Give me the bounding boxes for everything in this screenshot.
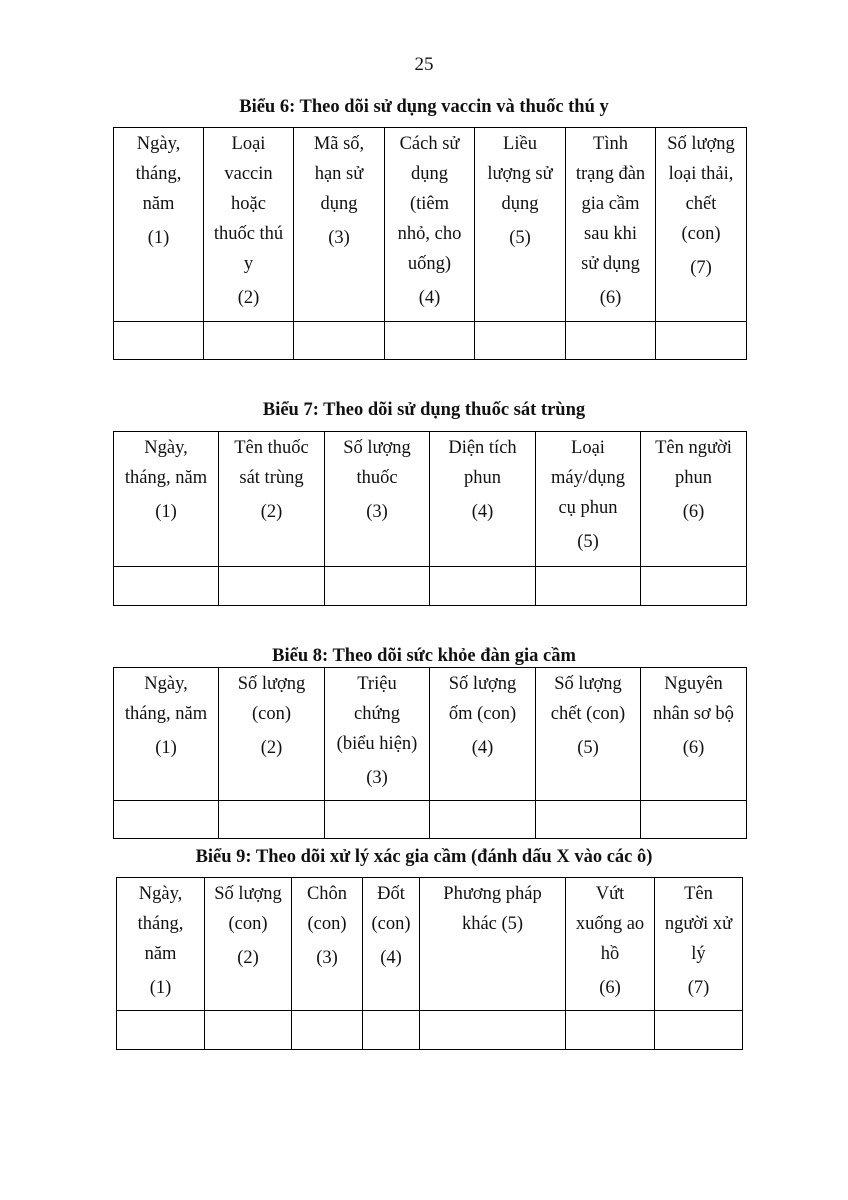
header-label-line: Tên thuốc	[234, 438, 309, 458]
entry-cell[interactable]	[536, 567, 641, 606]
header-cell	[294, 128, 385, 322]
column-number: (7)	[690, 258, 712, 278]
header-label-line: Ngày,	[144, 674, 188, 694]
header-cell	[292, 878, 363, 1011]
page-number: 25	[414, 54, 434, 75]
entry-cell[interactable]	[292, 1011, 363, 1050]
header-label-line: dụng	[320, 194, 358, 214]
header-label-line: khác (5)	[461, 914, 524, 934]
column-number: (4)	[418, 288, 441, 308]
table-header-row	[114, 668, 747, 801]
header-label-line: chứng	[354, 704, 400, 724]
header-label-line: chết	[685, 194, 717, 214]
header-label	[117, 878, 204, 969]
table-header-row	[114, 432, 747, 567]
header-label-line: Số lượng	[448, 674, 517, 694]
header-label-line: hạn sử	[314, 164, 364, 184]
header-label-line: uống)	[407, 254, 452, 274]
header-label-line: phun	[675, 468, 712, 488]
column-number: (5)	[509, 228, 531, 248]
header-label-line: hồ	[600, 944, 620, 964]
header-label-line: ốm (con)	[448, 704, 517, 724]
form-6-table	[113, 127, 747, 360]
header-cell	[219, 432, 325, 567]
header-label-line: Loại	[571, 438, 605, 458]
column-number: (2)	[237, 948, 259, 968]
header-label-line: Tên	[684, 884, 713, 904]
header-cell	[655, 878, 743, 1011]
header-label-line: cụ phun	[558, 498, 618, 518]
header-label-line: Liều	[503, 134, 537, 154]
header-label-line: lượng sử	[487, 164, 553, 184]
header-label	[430, 432, 535, 493]
column-number: (2)	[260, 738, 283, 758]
table-entry-row	[114, 567, 747, 606]
header-label-line: Số lượng	[667, 134, 735, 154]
entry-cell[interactable]	[117, 1011, 205, 1050]
header-label-line: dụng	[501, 194, 539, 214]
form-7-title: Biểu 7: Theo dõi sử dụng thuốc sát trùng	[262, 400, 586, 420]
header-label-line: (con)	[371, 914, 411, 934]
header-cell	[204, 128, 294, 322]
header-label-line: Tên người	[655, 438, 732, 458]
header-label-line: tháng,	[137, 914, 184, 934]
header-label-line: lý	[691, 944, 706, 964]
entry-cell[interactable]	[641, 801, 747, 839]
column-number: (3)	[366, 768, 388, 788]
entry-cell[interactable]	[420, 1011, 566, 1050]
header-label-line: Chôn	[306, 884, 348, 904]
entry-cell[interactable]	[385, 322, 475, 360]
column-number: (1)	[149, 978, 172, 998]
header-cell	[566, 128, 656, 322]
header-label	[294, 128, 384, 219]
header-label	[325, 668, 429, 759]
header-cell	[385, 128, 475, 322]
column-number: (4)	[471, 738, 494, 758]
header-label-line: thuốc thú	[213, 224, 284, 244]
entry-cell[interactable]	[219, 801, 325, 839]
entry-cell[interactable]	[114, 567, 219, 606]
header-label-line: Loại	[231, 134, 266, 154]
header-label-line: năm	[142, 194, 175, 214]
header-label-line: năm	[144, 944, 177, 964]
header-label	[655, 878, 742, 969]
header-label-line: Số lượng	[214, 884, 282, 904]
entry-cell[interactable]	[566, 1011, 655, 1050]
header-label	[219, 668, 324, 729]
header-label	[656, 128, 746, 249]
entry-cell[interactable]	[363, 1011, 420, 1050]
header-cell	[114, 128, 204, 322]
header-label-line: hoặc	[231, 194, 266, 214]
table-entry-row	[114, 322, 747, 360]
header-label-line: Ngày,	[138, 884, 183, 904]
header-label-line: (con)	[251, 704, 292, 724]
header-label-line: vaccin	[224, 164, 273, 184]
header-label-line: (con)	[681, 224, 721, 244]
header-cell	[641, 432, 747, 567]
column-number: (1)	[155, 502, 177, 522]
header-cell	[325, 432, 430, 567]
header-label	[641, 668, 746, 729]
entry-cell[interactable]	[114, 801, 219, 839]
column-number: (6)	[682, 738, 705, 758]
header-label-line: Cách sử	[399, 134, 460, 154]
header-cell	[430, 432, 536, 567]
header-label-line: sử dụng	[581, 254, 640, 274]
header-label	[566, 878, 654, 969]
table-entry-row	[114, 801, 747, 839]
header-cell	[117, 878, 205, 1011]
header-label	[114, 128, 203, 219]
header-label-line: Diện tích	[448, 438, 517, 458]
header-cell	[114, 668, 219, 801]
column-number: (6)	[682, 502, 705, 522]
column-number: (5)	[577, 738, 599, 758]
header-label-line: nhỏ, cho	[397, 224, 462, 244]
column-number: (4)	[380, 948, 402, 968]
entry-cell[interactable]	[219, 567, 325, 606]
header-label-line: Số lượng	[237, 674, 306, 694]
header-label	[385, 128, 474, 279]
header-cell	[536, 432, 641, 567]
column-number: (4)	[471, 502, 494, 522]
header-label	[219, 432, 324, 493]
header-label-line: phun	[464, 468, 501, 488]
header-label-line: (biểu hiện)	[336, 734, 418, 754]
header-label-line: nhân sơ bộ	[653, 704, 734, 724]
header-label-line: (con)	[307, 914, 347, 934]
header-label-line: gia cầm	[581, 194, 640, 214]
header-label-line: Nguyên	[664, 674, 723, 694]
header-label	[430, 668, 535, 729]
form-8-title: Biểu 8: Theo dõi sức khỏe đàn gia cầm	[272, 646, 576, 666]
header-label-line: Đốt	[377, 884, 405, 904]
header-label-line: tháng, năm	[124, 468, 208, 488]
header-cell	[420, 878, 566, 1011]
header-cell	[475, 128, 566, 322]
column-number: (2)	[237, 288, 260, 308]
header-label-line: tháng,	[135, 164, 182, 184]
header-label-line: tháng, năm	[124, 704, 208, 724]
entry-cell[interactable]	[641, 567, 747, 606]
header-label-line: (con)	[228, 914, 268, 934]
header-label-line: người xử	[664, 914, 733, 934]
header-label	[566, 128, 655, 279]
header-label	[641, 432, 746, 493]
header-label-line: Ngày,	[136, 134, 181, 154]
entry-cell[interactable]	[430, 801, 536, 839]
header-label	[420, 878, 565, 939]
header-label-line: Vứt	[595, 884, 625, 904]
header-label-line: máy/dụng	[551, 468, 625, 488]
header-cell	[656, 128, 747, 322]
column-number: (3)	[366, 502, 388, 522]
table-header-row	[114, 128, 747, 322]
entry-cell[interactable]	[430, 567, 536, 606]
form-9-table	[116, 877, 743, 1050]
header-label-line: xuống ao	[575, 914, 645, 934]
column-number: (7)	[687, 978, 710, 998]
entry-cell[interactable]	[325, 567, 430, 606]
form-9-title: Biểu 9: Theo dõi xử lý xác gia cầm (đánh dấu X vào các ô)	[195, 847, 653, 867]
header-label	[205, 878, 291, 939]
table-header-row	[117, 878, 743, 1011]
header-cell	[363, 878, 420, 1011]
header-label	[292, 878, 362, 939]
header-cell	[114, 432, 219, 567]
entry-cell[interactable]	[475, 322, 566, 360]
header-label	[536, 668, 640, 729]
header-label	[204, 128, 293, 279]
header-label	[325, 432, 429, 493]
entry-cell[interactable]	[325, 801, 430, 839]
column-number: (6)	[599, 978, 621, 998]
header-label-line: Số lượng	[343, 438, 411, 458]
form-7-table	[113, 431, 747, 606]
entry-cell[interactable]	[205, 1011, 292, 1050]
header-cell	[641, 668, 747, 801]
header-label-line: Tình	[593, 134, 628, 154]
header-cell	[566, 878, 655, 1011]
entry-cell[interactable]	[566, 322, 656, 360]
form-8-table	[113, 667, 747, 839]
header-cell	[536, 668, 641, 801]
column-number: (5)	[577, 532, 599, 552]
header-label-line: dụng	[411, 164, 448, 184]
header-label-line: Số lượng	[554, 674, 622, 694]
entry-cell[interactable]	[656, 322, 747, 360]
header-label	[114, 432, 218, 493]
header-cell	[205, 878, 292, 1011]
header-label-line: Ngày,	[144, 438, 188, 458]
header-label-line: sau khi	[584, 224, 637, 244]
column-number: (1)	[155, 738, 177, 758]
column-number: (3)	[316, 948, 338, 968]
header-label	[475, 128, 565, 219]
header-cell	[430, 668, 536, 801]
header-label-line: chết (con)	[550, 704, 626, 724]
entry-cell[interactable]	[655, 1011, 743, 1050]
header-label-line: Phương pháp	[443, 884, 542, 904]
column-number: (2)	[260, 502, 283, 522]
header-label-line: (tiêm	[409, 194, 450, 214]
column-number: (6)	[599, 288, 622, 308]
table-entry-row	[117, 1011, 743, 1050]
entry-cell[interactable]	[294, 322, 385, 360]
entry-cell[interactable]	[114, 322, 204, 360]
header-label-line: Triệu	[357, 674, 397, 694]
form-6-title: Biểu 6: Theo dõi sử dụng vaccin và thuốc thú y	[239, 97, 609, 117]
header-label-line: trạng đàn	[575, 164, 646, 184]
column-number: (3)	[328, 228, 350, 248]
entry-cell[interactable]	[204, 322, 294, 360]
column-number: (1)	[147, 228, 170, 248]
header-label-line: Mã số,	[313, 134, 365, 154]
entry-cell[interactable]	[536, 801, 641, 839]
header-label-line: thuốc	[356, 468, 398, 488]
header-cell	[325, 668, 430, 801]
header-label	[536, 432, 640, 523]
header-label-line: y	[243, 254, 254, 274]
header-cell	[219, 668, 325, 801]
header-label-line: sát trùng	[239, 468, 304, 488]
header-label	[114, 668, 218, 729]
header-label	[363, 878, 419, 939]
header-label-line: loại thải,	[668, 164, 734, 184]
